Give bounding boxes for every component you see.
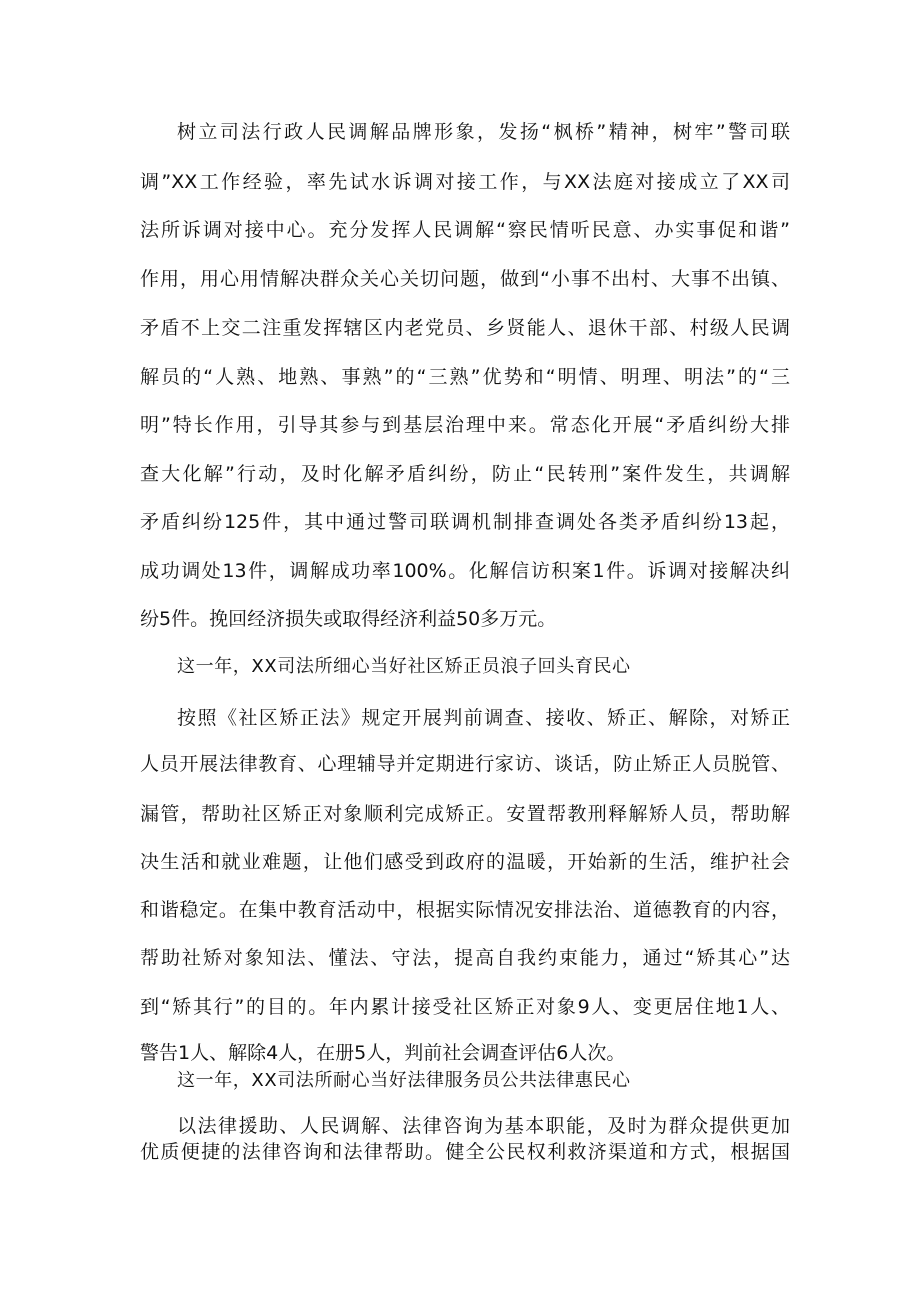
paragraph-line: 矛盾纠纷125件，其中通过警司联调机制排查调处各类矛盾纠纷13起， — [140, 511, 790, 533]
paragraph-line: 明”特长作用，引导其参与到基层治理中来。常态化开展“矛盾纠纷大排 — [140, 414, 790, 436]
section-heading: 这一年，XX司法所耐心当好法律服务员公共法律惠民心 — [177, 1070, 631, 1091]
paragraph-line: 作用，用心用情解决群众关心关切问题，做到“小事不出村、大事不出镇、 — [140, 268, 790, 290]
paragraph-line: 纷5件。挽回经济损失或取得经济利益50多万元。 — [140, 608, 557, 630]
paragraph-line: 以法律援助、人民调解、法律咨询为基本职能，及时为群众提供更加 — [177, 1115, 790, 1137]
paragraph-line: 决生活和就业难题，让他们感受到政府的温暖，开始新的生活，维护社会 — [140, 851, 790, 873]
paragraph-line: 人员开展法律教育、心理辅导并定期进行家访、谈话，防止矫正人员脱管、 — [140, 753, 790, 775]
paragraph-line: 矛盾不上交二注重发挥辖区内老党员、乡贤能人、退休干部、村级人民调 — [140, 317, 790, 339]
paragraph-line: 树立司法行政人民调解品牌形象，发扬“枫桥”精神，树牢”警司联 — [177, 121, 790, 143]
paragraph-line: 警告1人、解除4人，在册5人，判前社会调查评估6人次。 — [140, 1042, 626, 1064]
paragraph-line: 成功调处13件，调解成功率100%。化解信访积案1件。诉调对接解决纠 — [140, 560, 790, 582]
paragraph-line: 漏管，帮助社区矫正对象顺利完成矫正。安置帮教刑释解矫人员，帮助解 — [140, 803, 790, 825]
paragraph-line: 解员的“人熟、地熟、事熟”的“三熟”优势和“明情、明理、明法”的“三 — [140, 366, 790, 388]
paragraph-line: 查大化解”行动，及时化解矛盾纠纷，防止“民转刑”案件发生，共调解 — [140, 463, 790, 485]
paragraph-line: 帮助社矫对象知法、懂法、守法，提高自我约束能力，通过“矫其心”达 — [140, 947, 790, 969]
paragraph-line: 法所诉调对接中心。充分发挥人民调解“察民情听民意、办实事促和谐” — [140, 219, 790, 241]
paragraph-line: 调”XX工作经验，率先试水诉调对接工作，与XX法庭对接成立了XX司 — [140, 171, 790, 193]
paragraph-line: 和谐稳定。在集中教育活动中，根据实际情况安排法治、道德教育的内容， — [140, 899, 790, 921]
paragraph-line: 优质便捷的法律咨询和法律帮助。健全公民权利救济渠道和方式，根据国 — [140, 1141, 790, 1163]
paragraph-line: 按照《社区矫正法》规定开展判前调查、接收、矫正、解除，对矫正 — [177, 707, 790, 729]
paragraph-line: 到“矫其行”的目的。年内累计接受社区矫正对象9人、变更居住地1人、 — [140, 996, 790, 1018]
section-heading: 这一年，XX司法所细心当好社区矫正员浪子回头育民心 — [177, 656, 631, 677]
